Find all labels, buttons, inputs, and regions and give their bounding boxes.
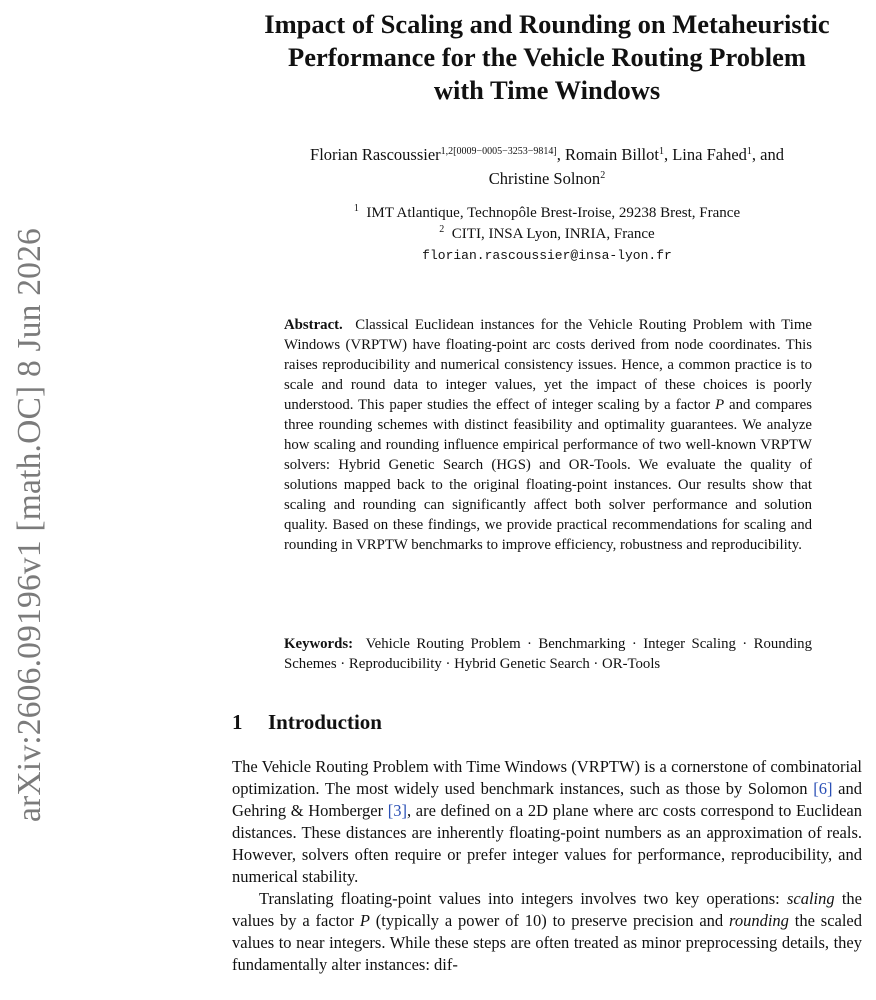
citation-link[interactable]: [6]	[813, 779, 833, 798]
author-line	[232, 143, 862, 167]
paragraph-text: the scaled values to near integers. While these steps are often treated as minor preprocessing details, they fundamentally alter instances: dif-	[232, 911, 863, 974]
arxiv-sidebar-stamp	[2, 195, 58, 855]
author-name: Christine Solnon	[488, 169, 601, 188]
affiliation-line	[232, 203, 862, 224]
author-list	[232, 143, 862, 191]
author-name: , Romain Billot	[556, 145, 659, 164]
author-affiliation-marker: 1,2[0009−0005−3253−9814]	[440, 146, 557, 157]
paper-title	[232, 8, 862, 107]
math-variable: P	[715, 397, 725, 413]
affiliations	[232, 203, 862, 266]
affiliation-marker: 1	[353, 203, 359, 214]
paragraph	[232, 756, 862, 888]
emphasis: scaling	[786, 889, 835, 908]
author-line	[232, 167, 862, 191]
paragraph-text: The Vehicle Routing Problem with Time Windows (VRPTW) is a cornerstone of combinatorial optimization. The most widely used benchmark instances, such as those by Solomon	[232, 757, 862, 798]
author-affiliation-marker: 1	[746, 146, 752, 157]
keywords	[284, 634, 812, 674]
paragraph-text: , are defined on a 2D plane where arc costs correspond to Euclidean distances. These distances are inherently floating-point numbers as an approximation of reals. However, solvers often require or prefer integer values for performance, reproducibility, and numerical stability.	[232, 801, 862, 886]
arxiv-identifier: arXiv:2606.09196v1 [math.OC] 8 Jun 2026	[11, 227, 48, 823]
keywords-label: Keywords:	[284, 636, 354, 652]
abstract	[284, 315, 812, 555]
paragraph	[232, 888, 862, 976]
keywords-text: Vehicle Routing Problem · Benchmarking · Integer Scaling · Rounding Schemes · Reproducibility · Hybrid Genetic Search · OR-Tools	[284, 636, 812, 672]
author-name: Florian Rascoussier	[310, 145, 441, 164]
emphasis: rounding	[729, 911, 789, 930]
paragraph-text: (typically a power of 10) to preserve precision and	[369, 911, 730, 930]
title-line: with Time Windows	[433, 75, 661, 105]
affiliation-marker: 2	[439, 224, 445, 235]
author-affiliation-marker: 2	[600, 170, 606, 181]
paragraph-text: Translating floating-point values into integers involves two key operations:	[259, 889, 787, 908]
paragraph-text: the values by a factor	[232, 889, 862, 930]
body-text	[232, 756, 862, 976]
author-affiliation-marker: 1	[658, 146, 664, 157]
affiliation-text: IMT Atlantique, Technopôle Brest-Iroise, 29238 Brest, France	[366, 205, 741, 221]
section-number: 1	[232, 710, 243, 734]
citation-link[interactable]: [3]	[387, 801, 407, 820]
abstract-text: Classical Euclidean instances for the Vehicle Routing Problem with Time Windows (VRPTW) have floating-point arc costs derived from node coordinates. This raises reproducibility and numerical consistency issues. Hence, a common practice is to scale and round data to integer values, yet the impact of these choices is poorly understood. This paper studies the effect of integer scaling by a factor	[284, 317, 812, 413]
title-line: Performance for the Vehicle Routing Problem	[288, 42, 806, 72]
abstract-text: and compares three rounding schemes with distinct feasibility and optimality guarantees. We analyze how scaling and rounding influence empirical performance of two well-known VRPTW solvers: Hybrid Genetic Search (HGS) and OR-Tools. We evaluate the quality of solutions mapped back to the original floating-point instances. Our results show that scaling and rounding can significantly affect both solver performance and solution quality. Based on these findings, we provide practical recommendations for scaling and rounding in VRPTW benchmarks to improve efficiency, robustness and reproducibility.	[284, 397, 812, 553]
author-name: , Lina Fahed	[663, 145, 747, 164]
contact-email[interactable]: florian.rascoussier@insa-lyon.fr	[422, 248, 672, 263]
section-heading	[232, 710, 382, 735]
paragraph-text: and Gehring & Homberger	[232, 779, 862, 820]
affiliation-line	[232, 224, 862, 245]
author-conjunction: , and	[751, 145, 784, 164]
title-line: Impact of Scaling and Rounding on Metaheuristic	[264, 9, 830, 39]
affiliation-text: CITI, INSA Lyon, INRIA, France	[451, 226, 655, 242]
section-title: Introduction	[268, 710, 382, 734]
abstract-label: Abstract.	[284, 317, 343, 333]
math-variable: P	[359, 911, 370, 930]
